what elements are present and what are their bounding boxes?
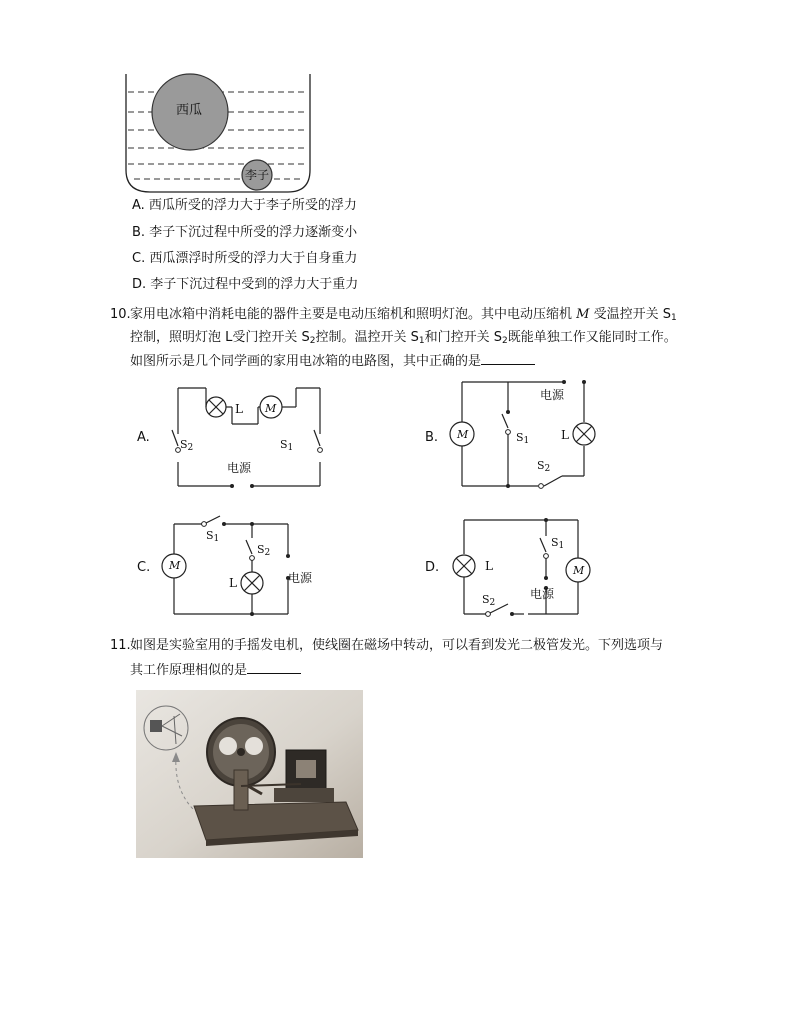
q9-option-a: A. 西瓜所受的浮力大于李子所受的浮力 [132, 198, 357, 213]
circuit-d-s1-label: $S_1$ [551, 536, 565, 551]
q11-line1: 如图是实验室用的手摇发电机，使线圈在磁场中转动，可以看到发光二极管发光。下列选项与 [130, 638, 664, 653]
q10-line3 [130, 352, 535, 371]
q9-option-c: C. 西瓜漂浮时所受的浮力大于自身重力 [132, 251, 358, 266]
q10-line1-m: M [576, 307, 590, 322]
q10-line2-sub3: 2 [502, 336, 508, 346]
q10-number: 10. [110, 307, 131, 322]
q10-line2-b: 控制。温控开关 S [315, 330, 419, 345]
q10-line2-sub1: 2 [309, 336, 316, 346]
q9-option-b: B. 李子下沉过程中所受的浮力逐渐变小 [132, 225, 358, 240]
circuit-b-lamp-label: L [561, 428, 569, 442]
circuit-c-motor-label: M [169, 559, 181, 572]
q11-line2-text: 其工作原理相似的是 [130, 663, 248, 678]
hand-generator-photo [136, 690, 363, 858]
q10-line1-a: 家用电冰箱中消耗电能的器件主要是电动压缩机和照明灯泡。其中电动压缩机 [130, 307, 573, 322]
q11-line2 [130, 661, 301, 680]
circuit-d-s2-label: $S_2$ [482, 593, 496, 608]
circuit-a-label: A. [137, 430, 150, 445]
circuit-c [160, 508, 320, 622]
circuit-d-motor-label: M [573, 564, 585, 577]
q10-line2 [130, 329, 677, 350]
circuit-d-source-label: 电源 [530, 587, 555, 601]
circuit-d [452, 508, 592, 622]
circuit-a-s1-label: $S_1$ [280, 438, 294, 453]
q10-line1-b: 受温控开关 S [593, 307, 671, 322]
q9-option-d: D. 李子下沉过程中受到的浮力大于重力 [132, 277, 359, 292]
circuit-b-source-label: 电源 [540, 388, 565, 402]
circuit-b-s1-label: $S_1$ [516, 431, 530, 446]
q10-line2-a: 控制，照明灯泡 L受门控开关 S [130, 330, 310, 345]
q10-line1 [130, 306, 677, 327]
q11-number: 11. [110, 638, 131, 653]
circuit-a-source-label: 电源 [227, 461, 252, 475]
circuit-c-label: C. [137, 560, 151, 575]
q10-answer-blank[interactable] [481, 352, 535, 365]
circuit-a-s2-label: $S_2$ [180, 438, 194, 453]
circuit-c-s2-label: $S_2$ [257, 543, 271, 558]
circuit-b-label: B. [425, 430, 439, 445]
watermelon-label: 西瓜 [176, 103, 203, 118]
circuit-c-s1-label: $S_1$ [206, 529, 220, 544]
circuit-a-motor-label: M [265, 402, 277, 415]
q10-line2-c: 和门控开关 S [424, 330, 503, 345]
q11-answer-blank[interactable] [247, 661, 301, 674]
circuit-a-lamp-label: L [235, 402, 243, 416]
circuit-b-s2-label: $S_2$ [537, 459, 551, 474]
circuit-c-source-label: 电源 [288, 571, 313, 585]
circuit-d-label: D. [425, 560, 440, 575]
circuit-d-lamp-label: L [485, 559, 493, 573]
plum-label: 李子 [245, 168, 270, 182]
q10-line2-d: 既能单独工作又能同时工作。 [507, 330, 677, 345]
q10-line1-sub: 1 [671, 313, 677, 323]
circuit-b-motor-label: M [457, 428, 469, 441]
circuit-a [170, 382, 330, 494]
q10-line3-text: 如图所示是几个同学画的家用电冰箱的电路图，其中正确的是 [130, 354, 482, 369]
q10-line2-sub2: 1 [418, 336, 425, 346]
q9-buoyancy-figure [120, 70, 320, 198]
circuit-c-lamp-label: L [229, 576, 237, 590]
